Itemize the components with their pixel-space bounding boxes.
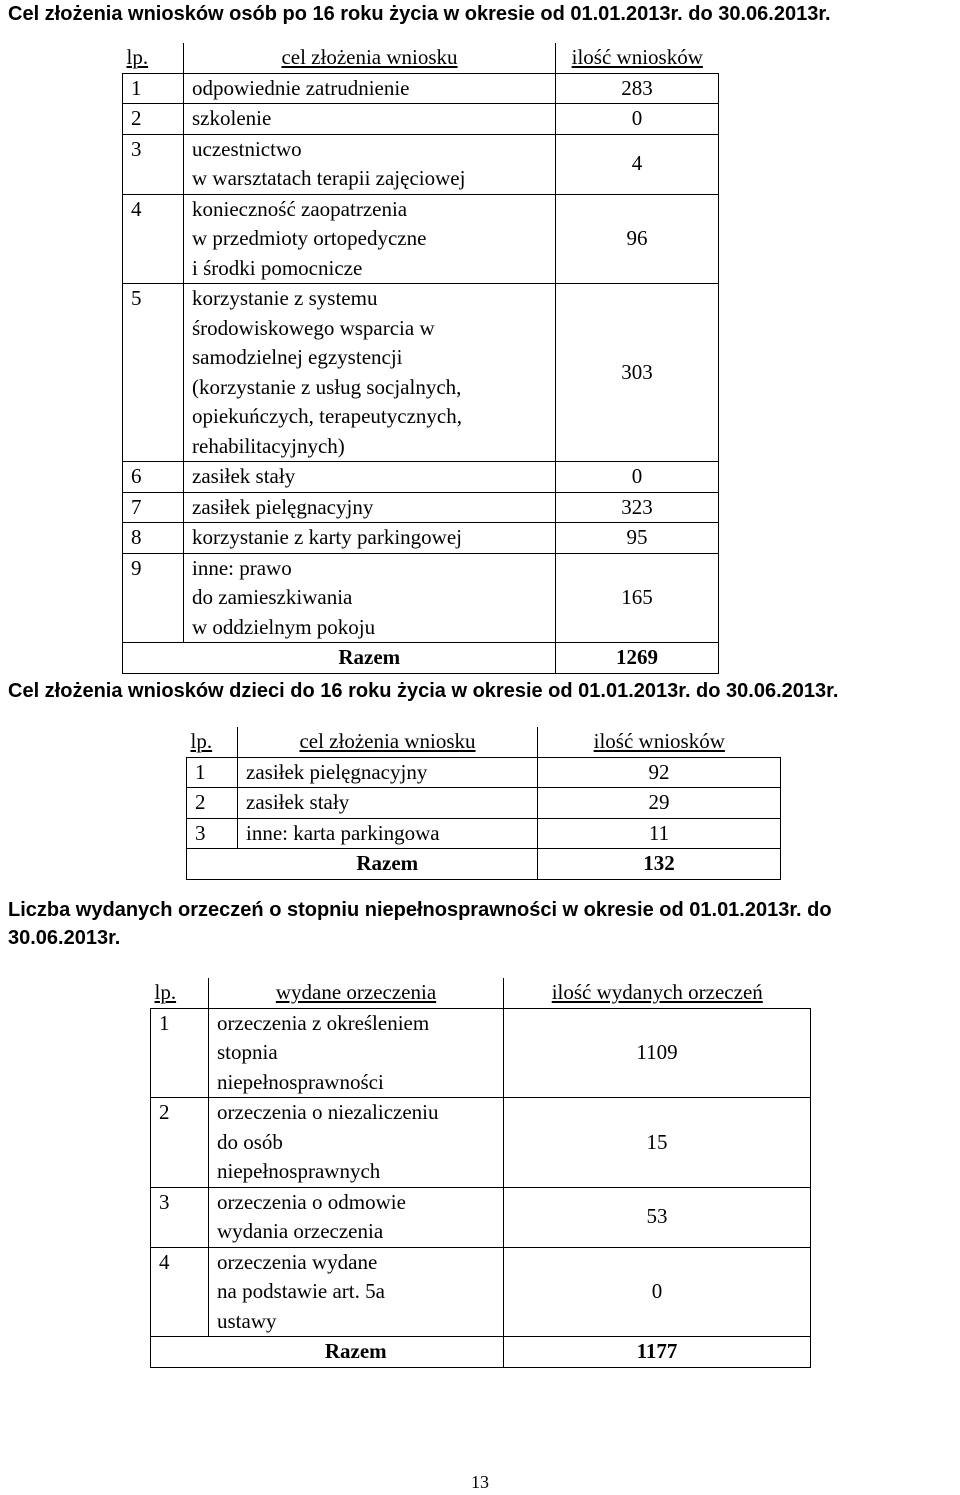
purpose-line: szkolenie — [192, 106, 272, 130]
table-row — [123, 462, 719, 493]
purpose-line: ustawy — [217, 1308, 277, 1333]
row-purpose — [238, 818, 538, 849]
total-value: 1269 — [556, 643, 719, 674]
purpose-line: rehabilitacyjnych) — [192, 433, 345, 458]
purpose-line: (korzystanie z usług socjalnych, — [192, 374, 462, 399]
header-lp: lp. — [123, 43, 184, 73]
section3-title-line2: 30.06.2013r. — [8, 927, 121, 949]
header-purpose: wydane orzeczenia — [209, 978, 504, 1008]
table-row — [187, 757, 781, 788]
table-adult-applications — [122, 43, 719, 674]
purpose-line: wydania orzeczenia — [217, 1219, 384, 1243]
purpose-line: opiekuńczych, terapeutycznych, — [192, 404, 462, 428]
row-purpose — [209, 1098, 504, 1188]
purpose-line: orzeczenia z określeniem — [217, 1010, 430, 1035]
purpose-line: zasiłek stały — [246, 790, 350, 814]
total-value: 132 — [538, 849, 781, 880]
total-empty-cell — [123, 643, 184, 674]
row-lp: 3 — [123, 134, 184, 194]
purpose-line: uczestnictwo — [192, 136, 302, 161]
row-count: 1109 — [504, 1008, 811, 1098]
purpose-line: na podstawie art. 5a — [217, 1279, 385, 1303]
purpose-line: i środki pomocnicze — [192, 255, 363, 280]
row-purpose — [184, 492, 556, 523]
table-row — [151, 1187, 811, 1247]
table-certificates — [150, 978, 811, 1368]
purpose-line: inne: prawo — [192, 555, 292, 580]
row-lp: 9 — [123, 553, 184, 643]
page-number: 13 — [471, 1472, 489, 1492]
row-lp: 4 — [123, 194, 184, 284]
purpose-line: orzeczenia o niezaliczeniu — [217, 1100, 439, 1124]
purpose-line: korzystanie z systemu — [192, 286, 378, 310]
row-count: 165 — [556, 553, 719, 643]
purpose-line: korzystanie z karty parkingowej — [192, 525, 462, 549]
total-label: Razem — [184, 643, 556, 674]
row-purpose — [184, 134, 556, 194]
row-purpose — [209, 1247, 504, 1337]
row-lp: 6 — [123, 462, 184, 493]
purpose-line: środowiskowego wsparcia w — [192, 315, 435, 340]
row-lp: 7 — [123, 492, 184, 523]
purpose-line: konieczność zaopatrzenia — [192, 196, 408, 221]
row-lp: 4 — [151, 1247, 209, 1337]
row-count: 323 — [556, 492, 719, 523]
purpose-line: w warsztatach terapii zajęciowej — [192, 166, 466, 190]
table-row — [123, 284, 719, 462]
row-purpose — [184, 284, 556, 462]
row-lp: 3 — [151, 1187, 209, 1247]
purpose-line: stopnia — [217, 1040, 278, 1064]
row-count: 283 — [556, 73, 719, 104]
purpose-line: zasiłek pielęgnacyjny — [192, 494, 374, 519]
header-count: ilość wniosków — [538, 727, 781, 757]
purpose-line: samodzielnej egzystencji — [192, 345, 403, 369]
row-count: 0 — [504, 1247, 811, 1337]
row-purpose — [184, 553, 556, 643]
table-child-applications — [186, 727, 781, 880]
purpose-line: w oddzielnym pokoju — [192, 614, 376, 639]
purpose-line: w przedmioty ortopedyczne — [192, 226, 427, 250]
row-purpose — [184, 73, 556, 104]
row-purpose — [184, 523, 556, 554]
table-row — [151, 1247, 811, 1337]
row-count: 11 — [538, 818, 781, 849]
purpose-line: odpowiednie zatrudnienie — [192, 75, 410, 100]
row-purpose — [209, 1187, 504, 1247]
purpose-line: inne: karta parkingowa — [246, 820, 440, 845]
table-row — [187, 788, 781, 819]
total-label: Razem — [238, 849, 538, 880]
section1-title: Cel złożenia wniosków osób po 16 roku życia w okresie od 01.01.2013r. do 30.06.2013r. — [8, 3, 831, 25]
section3-title-line1: Liczba wydanych orzeczeń o stopniu niepełnosprawności w okresie od 01.01.2013r. do — [8, 899, 832, 921]
total-row — [151, 1337, 811, 1368]
row-purpose — [209, 1008, 504, 1098]
row-purpose — [184, 194, 556, 284]
row-lp: 2 — [151, 1098, 209, 1188]
header-count: ilość wydanych orzeczeń — [504, 978, 811, 1008]
purpose-line: do osób — [217, 1129, 283, 1154]
purpose-line: orzeczenia wydane — [217, 1249, 378, 1274]
row-count: 0 — [556, 104, 719, 135]
purpose-line: niepełnosprawności — [217, 1069, 384, 1094]
header-purpose: cel złożenia wniosku — [184, 43, 556, 73]
row-lp: 1 — [151, 1008, 209, 1098]
purpose-line: orzeczenia o odmowie — [217, 1189, 406, 1214]
total-row — [187, 849, 781, 880]
row-count: 15 — [504, 1098, 811, 1188]
header-count: ilość wniosków — [556, 43, 719, 73]
row-count: 96 — [556, 194, 719, 284]
row-lp: 5 — [123, 284, 184, 462]
row-count: 53 — [504, 1187, 811, 1247]
row-count: 4 — [556, 134, 719, 194]
row-count: 95 — [556, 523, 719, 554]
header-purpose: cel złożenia wniosku — [238, 727, 538, 757]
total-empty-cell — [151, 1337, 209, 1368]
section2-title: Cel złożenia wniosków dzieci do 16 roku życia w okresie od 01.01.2013r. do 30.06.2013r. — [8, 680, 839, 702]
table-row — [123, 194, 719, 284]
table-row — [123, 492, 719, 523]
purpose-line: niepełnosprawnych — [217, 1159, 381, 1183]
table-row — [123, 523, 719, 554]
table-row — [123, 104, 719, 135]
row-purpose — [238, 788, 538, 819]
purpose-line: do zamieszkiwania — [192, 585, 353, 609]
total-value: 1177 — [504, 1337, 811, 1368]
purpose-line: zasiłek pielęgnacyjny — [246, 759, 428, 784]
row-lp: 8 — [123, 523, 184, 554]
table-row — [187, 818, 781, 849]
header-lp: lp. — [151, 978, 209, 1008]
row-count: 303 — [556, 284, 719, 462]
total-row — [123, 643, 719, 674]
row-lp: 3 — [187, 818, 238, 849]
row-lp: 1 — [123, 73, 184, 104]
table-row — [151, 1008, 811, 1098]
row-lp: 2 — [187, 788, 238, 819]
table-row — [123, 134, 719, 194]
table-row — [123, 553, 719, 643]
row-purpose — [184, 104, 556, 135]
row-count: 92 — [538, 757, 781, 788]
total-empty-cell — [187, 849, 238, 880]
row-purpose — [184, 462, 556, 493]
row-count: 29 — [538, 788, 781, 819]
row-purpose — [238, 757, 538, 788]
row-lp: 2 — [123, 104, 184, 135]
row-lp: 1 — [187, 757, 238, 788]
table-row — [151, 1098, 811, 1188]
total-label: Razem — [209, 1337, 504, 1368]
table-row — [123, 73, 719, 104]
header-lp: lp. — [187, 727, 238, 757]
purpose-line: zasiłek stały — [192, 464, 296, 488]
row-count: 0 — [556, 462, 719, 493]
